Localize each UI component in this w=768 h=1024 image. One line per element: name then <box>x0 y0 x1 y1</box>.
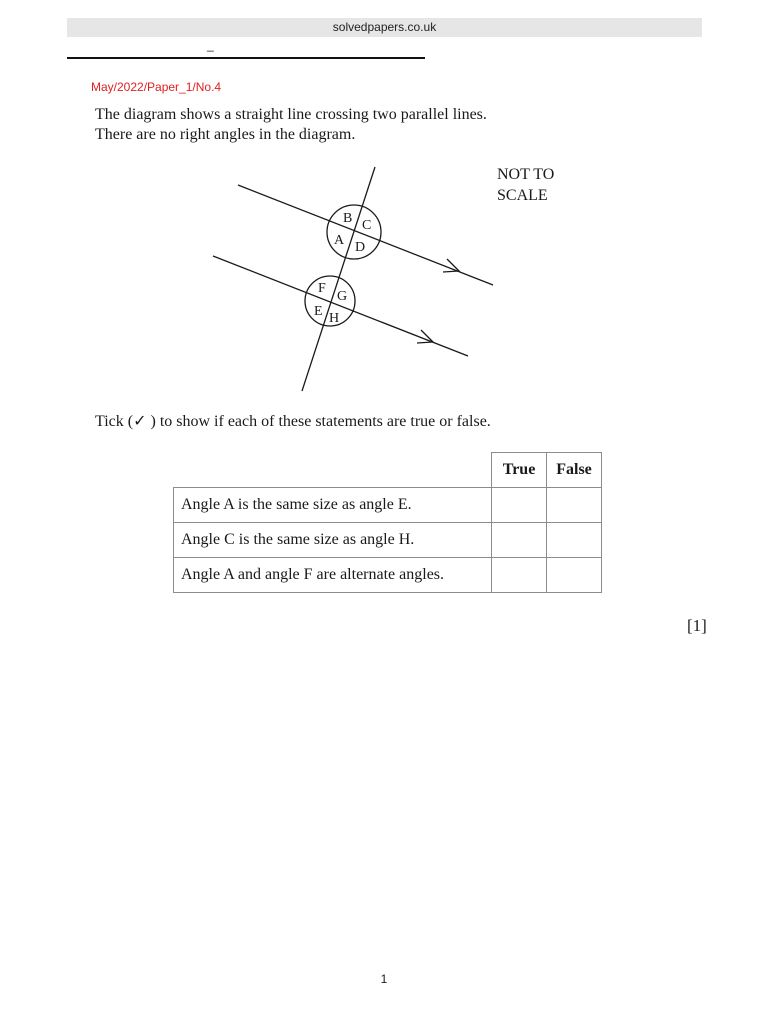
marks-allocation: [1] <box>687 616 707 635</box>
angle-label-g: G <box>337 289 348 304</box>
tick-box-true-1[interactable] <box>492 488 547 523</box>
table-header-row <box>174 453 602 488</box>
angle-label-f: F <box>318 281 326 296</box>
question-reference: May/2022/Paper_1/No.4 <box>91 80 222 94</box>
header-bar <box>67 18 702 37</box>
tick-box-false-2[interactable] <box>547 523 602 558</box>
statement-3: Angle A and angle F are alternate angles. <box>174 558 492 593</box>
not-to-scale-line-1: NOT TO <box>497 166 555 183</box>
angle-label-b: B <box>343 211 353 226</box>
table-row <box>174 488 602 523</box>
statement-1: Angle A is the same size as angle E. <box>174 488 492 523</box>
header-dash: _ <box>207 38 214 52</box>
upper-parallel-line <box>238 185 493 285</box>
table-row <box>174 558 602 593</box>
question-intro-line-1: The diagram shows a straight line crossing two parallel lines. <box>95 106 487 123</box>
angle-label-h: H <box>329 311 340 326</box>
angle-label-e: E <box>314 304 323 319</box>
header-rule <box>67 57 425 59</box>
question-intro-line-2: There are no right angles in the diagram. <box>95 126 356 143</box>
table-row <box>174 523 602 558</box>
transversal-line <box>302 167 375 391</box>
true-false-table <box>173 452 602 593</box>
column-header-true: True <box>492 453 547 488</box>
not-to-scale-note <box>497 164 554 206</box>
page-number: 1 <box>380 972 388 986</box>
tick-box-false-3[interactable] <box>547 558 602 593</box>
table-header-blank <box>174 453 492 488</box>
statement-2: Angle C is the same size as angle H. <box>174 523 492 558</box>
parallel-lines-diagram <box>200 155 510 400</box>
angle-label-d: D <box>355 240 366 255</box>
tick-box-true-3[interactable] <box>492 558 547 593</box>
angle-label-a: A <box>334 233 345 248</box>
question-instruction: Tick (✓ ) to show if each of these statements are true or false. <box>95 413 491 430</box>
header-site: solvedpapers.co.uk <box>332 20 437 34</box>
column-header-false: False <box>547 453 602 488</box>
tick-box-true-2[interactable] <box>492 523 547 558</box>
not-to-scale-line-2: SCALE <box>497 187 548 204</box>
angle-label-c: C <box>362 218 372 233</box>
tick-box-false-1[interactable] <box>547 488 602 523</box>
